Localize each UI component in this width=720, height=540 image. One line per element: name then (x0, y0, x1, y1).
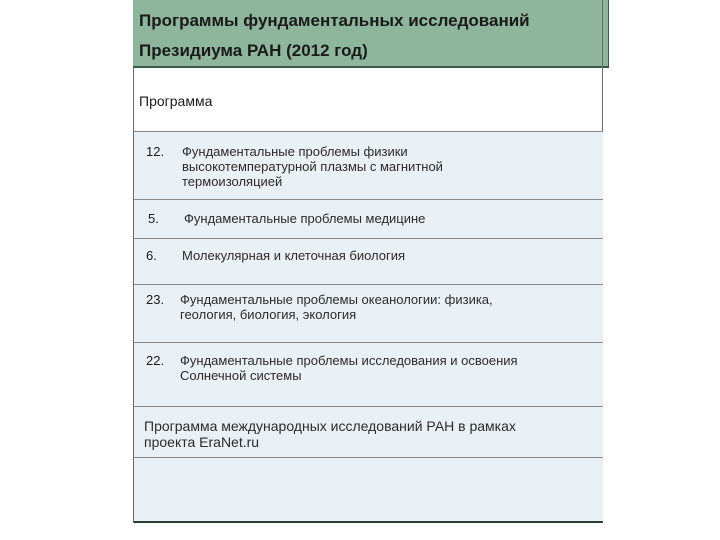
program-title (182, 144, 443, 189)
program-title (182, 248, 405, 263)
program-title (180, 353, 518, 383)
table-left-border (133, 68, 134, 523)
program-number: 23. (146, 292, 165, 307)
program-title-line: Фундаментальные проблемы исследования и освоения (180, 353, 518, 368)
international-program (144, 418, 516, 450)
program-number: 6. (146, 248, 157, 263)
international-program-line: проекта EraNet.ru (144, 434, 260, 450)
program-title-line: Солнечной системы (180, 368, 302, 383)
program-title-line: Молекулярная и клеточная биология (182, 248, 406, 263)
table-row (134, 132, 603, 199)
program-title-line: высокотемпературной плазмы с магнитной (182, 159, 443, 174)
program-title-line: геология, биология, экология (180, 307, 357, 322)
program-number: 22. (146, 353, 165, 368)
programs-table (133, 0, 603, 523)
program-title (184, 211, 425, 226)
program-title-line: Фундаментальные проблемы медицине (184, 211, 426, 226)
table-row-empty (134, 458, 603, 521)
program-title (180, 292, 493, 322)
table-row (134, 239, 603, 284)
table-row (134, 285, 603, 342)
slide-title-line-1: Программы фундаментальных исследований (139, 11, 530, 30)
table-row (134, 407, 603, 457)
program-title-line: Фундаментальные проблемы океанологии: физика, (180, 292, 493, 307)
table-row (134, 200, 603, 238)
program-title-line: термоизоляцией (182, 174, 283, 189)
column-header: Программа (139, 93, 213, 109)
table-row (134, 343, 603, 406)
program-title-line: Фундаментальные проблемы физики (182, 144, 408, 159)
international-program-line: Программа международных исследований РАН в рамках (144, 418, 516, 434)
program-number: 12. (146, 144, 165, 159)
program-number: 5. (148, 211, 159, 226)
slide-title-line-2: Президиума РАН (2012 год) (139, 41, 368, 60)
